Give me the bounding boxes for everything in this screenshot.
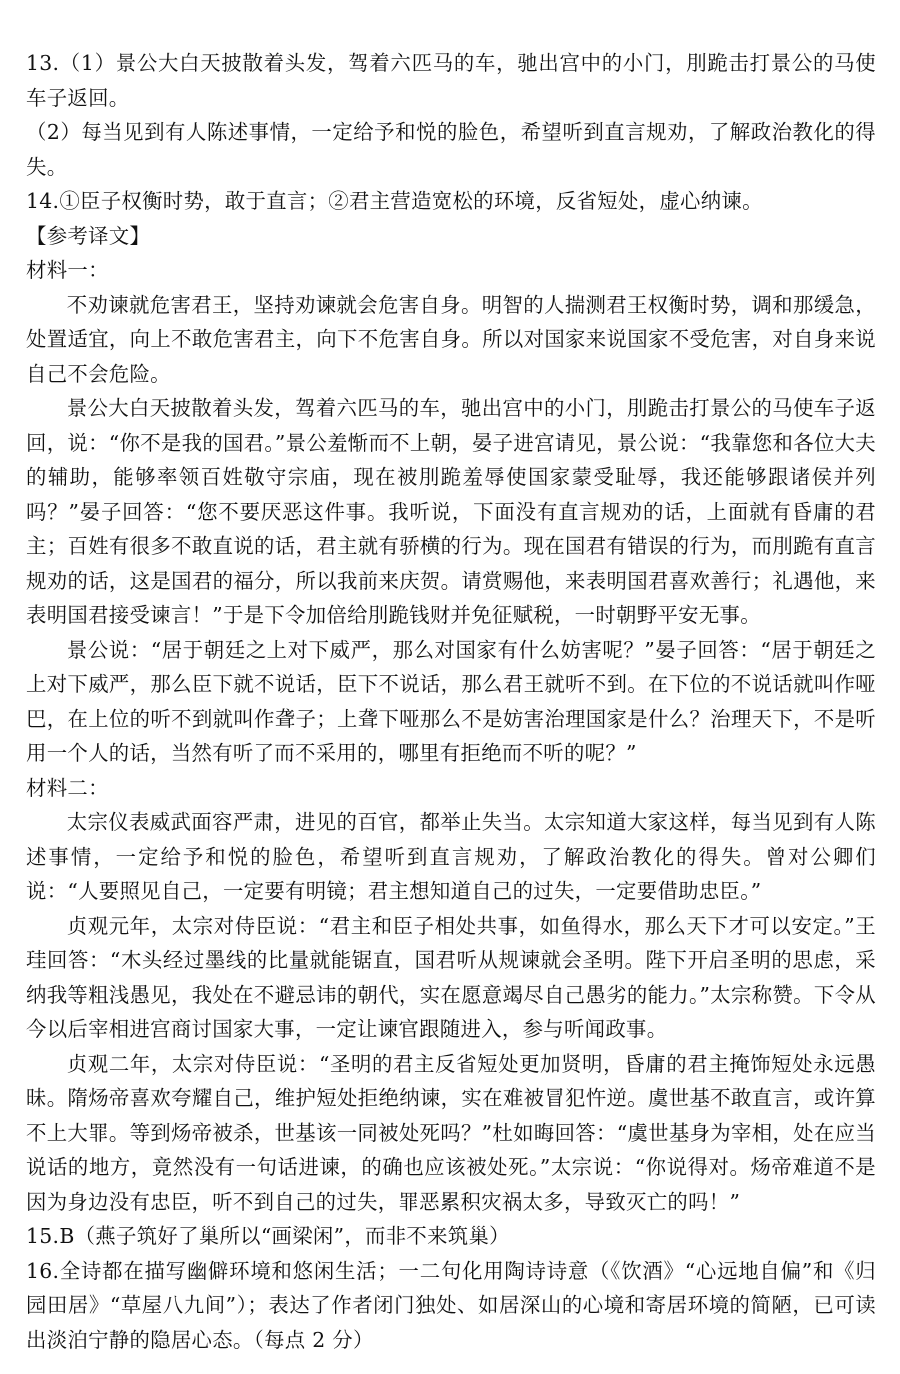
answer-16: 16.全诗都在描写幽僻环境和悠闲生活；一二句化用陶诗诗意（《饮酒》“心远地自偏”和《归园田居》“草屋八九间”）；表达了作者闭门独处、如居深山的心境和寄居环境的简陋，已可读出淡泊宁静的隐居心态。（每点 2 分） xyxy=(26,1258,876,1352)
reference-translation-heading: 【参考译文】 xyxy=(26,223,151,248)
material-2-paragraph: 贞观元年，太宗对侍臣说：“君主和臣子相处共事，如鱼得水，那么天下才可以安定。”王珪回答：“木头经过墨线的比量就能锯直，国君听从规谏就会圣明。陛下开启圣明的思虑，采纳我等粗浅愚见，我处在不避忌讳的朝代，实在愿意竭尽自己愚劣的能力。”太宗称赞。下令从今以后宰相进宫商讨国家大事，一定让谏官跟随进入，参与听闻政事。 xyxy=(26,913,876,1041)
material-2-paragraph: 贞观二年，太宗对侍臣说：“圣明的君主反省短处更加贤明，昏庸的君主掩饰短处永远愚昧。隋炀帝喜欢夸耀自己，维护短处拒绝纳谏，实在难被冒犯忤逆。虞世基不敢直言，或许算不上大罪。等到炀帝被杀，世基该一同被处死吗？”杜如晦回答：“虞世基身为宰相，处在应当说话的地方，竟然没有一句话进谏，的确也应该被处死。”太宗说：“你说得对。炀帝难道不是因为身边没有忠臣，听不到自己的过失，罪恶累积灾祸太多，导致灭亡的吗！” xyxy=(26,1051,876,1214)
answer-document xyxy=(26,46,876,1357)
material-2-label: 材料二： xyxy=(26,775,109,800)
answer-13-part-1: 13.（1）景公大白天披散着头发，驾着六匹马的车，驰出宫中的小门，刖跪击打景公的马使车子返回。 xyxy=(26,51,876,110)
material-1-paragraph: 景公大白天披散着头发，驾着六匹马的车，驰出宫中的小门，刖跪击打景公的马使车子返回，说：“你不是我的国君。”景公羞惭而不上朝，晏子进宫请见，景公说：“我靠您和各位大夫的辅助，能够率领百姓敬守宗庙，现在被刖跪羞辱使国家蒙受耻辱，我还能够跟诸侯并列吗？”晏子回答：“您不要厌恶这件事。我听说，下面没有直言规劝的话，上面就有昏庸的君主；百姓有很多不敢直说的话，君主就有骄横的行为。现在国君有错误的行为，而刖跪有直言规劝的话，这是国君的福分，所以我前来庆贺。请赏赐他，来表明国君喜欢善行；礼遇他，来表明国君接受谏言！”于是下令加倍给刖跪钱财并免征赋税，一时朝野平安无事。 xyxy=(26,396,876,627)
answer-14: 14.①臣子权衡时势，敢于直言；②君主营造宽松的环境，反省短处，虚心纳谏。 xyxy=(26,189,763,213)
material-1-paragraph: 不劝谏就危害君王，坚持劝谏就会危害自身。明智的人揣测君王权衡时势，调和那缓急，处置适宜，向上不敢危害君主，向下不危害自身。所以对国家来说国家不受危害，对自身来说自己不会危险。 xyxy=(26,292,876,386)
material-1-paragraph: 景公说：“居于朝廷之上对下威严，那么对国家有什么妨害呢？”晏子回答：“居于朝廷之上对下威严，那么臣下就不说话，臣下不说话，那么君王就听不到。在下位的不说话就叫作哑巴，在上位的听不到就叫作聋子；上聋下哑那么不是妨害治理国家是什么？治理天下，不是听用一个人的话，当然有听了而不采用的，哪里有拒绝而不听的呢？” xyxy=(26,637,876,765)
answer-15: 15.B（燕子筑好了巢所以“画梁闲”，而非不来筑巢） xyxy=(26,1224,510,1248)
answer-13-part-2: （2）每当见到有人陈述事情，一定给予和悦的脸色，希望听到直言规劝，了解政治教化的得失。 xyxy=(26,120,876,179)
material-2-paragraph: 太宗仪表威武面容严肃，进见的百官，都举止失当。太宗知道大家这样，每当见到有人陈述事情，一定给予和悦的脸色，希望听到直言规劝，了解政治教化的得失。曾对公卿们说：“人要照见自己，一定要有明镜；君主想知道自己的过失，一定要借助忠臣。” xyxy=(26,810,876,903)
material-1-label: 材料一： xyxy=(26,258,109,282)
